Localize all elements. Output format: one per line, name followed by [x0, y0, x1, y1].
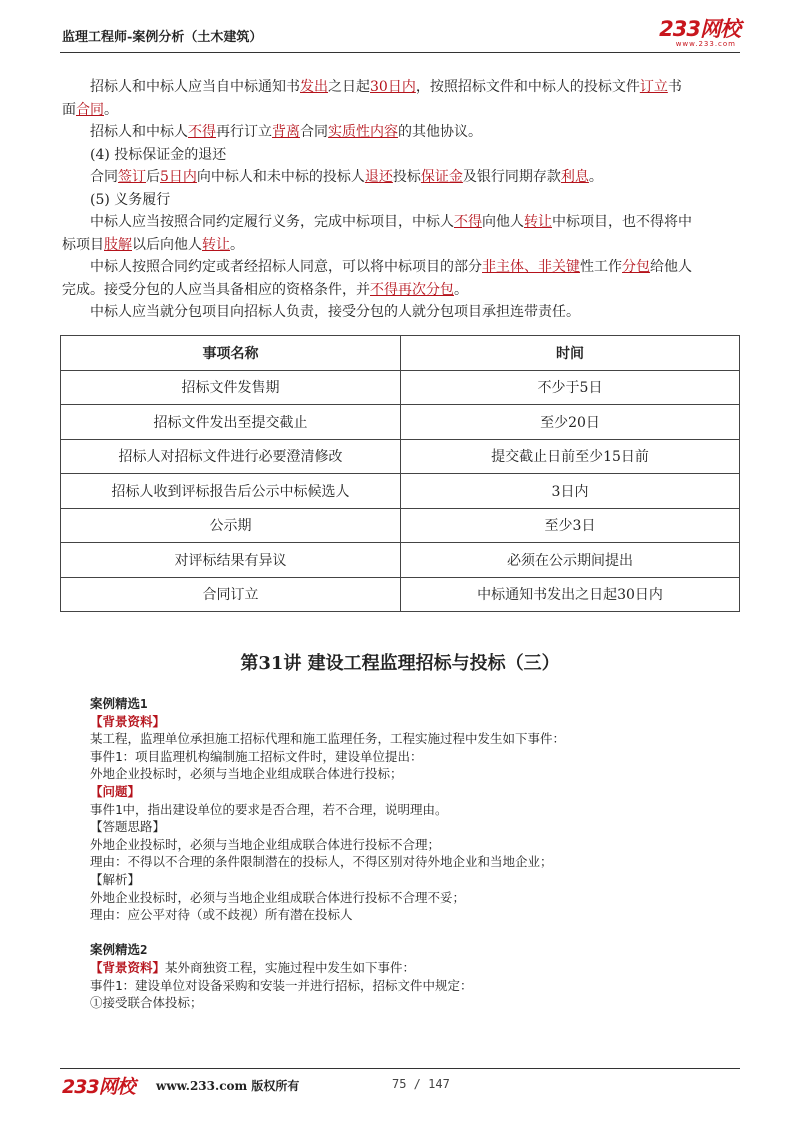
section-heading: (4) 投标保证金的退还: [90, 146, 227, 163]
case1-title: 案例精选1: [90, 696, 148, 711]
paragraph: 合同签订后5日内向中标人和未中标的投标人退还投标保证金及银行同期存款利息。: [90, 169, 603, 185]
case1-approach-tag: 【答题思路】: [90, 819, 166, 835]
table-row: [61, 577, 740, 612]
case1-line: 理由：应公平对待（或不歧视）所有潜在投标人: [90, 907, 353, 923]
case1-line: 事件1中，指出建设单位的要求是否合理，若不合理，说明理由。: [90, 801, 448, 817]
brand-logo-text: 233网校: [659, 17, 740, 41]
footer-divider: [60, 1068, 740, 1069]
time-cell: 至少3日: [401, 508, 740, 543]
time-cell: 3日内: [401, 474, 740, 509]
item-cell: 合同订立: [61, 577, 401, 612]
paragraph-continued: 标项目肢解以后向他人转让。: [62, 236, 244, 253]
paragraph: 中标人按照合同约定或者经招标人同意，可以将中标项目的部分非主体、非关键性工作分包给他人: [90, 259, 692, 275]
case1-background-tag: 【背景资料】: [90, 713, 166, 729]
time-cell: 中标通知书发出之日起30日内: [401, 577, 740, 612]
case1-analysis-tag: 【解析】: [90, 871, 141, 887]
case1-line: 外地企业投标时，必须与当地企业组成联合体进行投标；: [90, 766, 403, 782]
table-header-row: [61, 336, 740, 371]
case2-title: 案例精选2: [90, 942, 148, 958]
table-row: [61, 370, 740, 405]
table-row: [61, 508, 740, 543]
paragraph-continued: 完成。接受分包的人应当具备相应的资格条件，并不得再次分包。: [62, 281, 468, 298]
section-heading: (5) 义务履行: [90, 191, 171, 208]
paragraph-continued: 面合同。: [62, 101, 118, 118]
item-cell: 招标人收到评标报告后公示中标候选人: [61, 474, 401, 509]
item-cell: 对评标结果有异议: [61, 543, 401, 578]
case1-line: 外地企业投标时，必须与当地企业组成联合体进行投标不合理不妥；: [90, 889, 466, 905]
case2-line: 事件1：建设单位对设备采购和安装一并进行招标，招标文件中规定：: [90, 977, 473, 993]
paragraph: 中标人应当就分包项目向招标人负责，接受分包的人就分包项目承担连带责任。: [90, 304, 580, 320]
case2-background-tag: 【背景资料】: [90, 959, 166, 975]
header-divider: [60, 52, 740, 53]
case-studies: [90, 695, 750, 1012]
time-cell: 不少于5日: [401, 370, 740, 405]
item-cell: 公示期: [61, 508, 401, 543]
case1-line: 理由：不得以不合理的条件限制潜在的投标人，不得区别对待外地企业和当地企业；: [90, 854, 553, 870]
footer-logo[interactable]: 233网校: [62, 1076, 135, 1098]
item-cell: 招标文件发出至提交截止: [61, 405, 401, 440]
lecture-title: 第31讲 建设工程监理招标与投标（三）: [240, 653, 560, 674]
page-footer: [62, 1074, 738, 1096]
time-cell: 提交截止日前至少15日前: [401, 439, 740, 474]
paragraph: 招标人和中标人不得再行订立背离合同实质性内容的其他协议。: [90, 124, 482, 140]
table-row: [61, 405, 740, 440]
column-header-item: 事项名称: [61, 336, 401, 371]
brand-logo-url: www.233.com: [675, 40, 736, 48]
page-number: 75 / 147: [392, 1077, 450, 1091]
paragraph: 中标人应当按照合同约定履行义务，完成中标项目，中标人不得向他人转让中标项目，也不得将中: [90, 214, 692, 230]
column-header-time: 时间: [401, 336, 740, 371]
case1-line: 某工程，监理单位承担施工招标代理和施工监理任务，工程实施过程中发生如下事件：: [90, 731, 566, 747]
item-cell: 招标文件发售期: [61, 370, 401, 405]
deadline-table: [60, 335, 740, 612]
spacer: [90, 924, 750, 942]
body-text: [62, 76, 738, 324]
case1-line: 外地企业投标时，必须与当地企业组成联合体进行投标不合理；: [90, 836, 441, 852]
brand-logo[interactable]: [659, 18, 740, 48]
item-cell: 招标人对招标文件进行必要澄清修改: [61, 439, 401, 474]
table-row: [61, 543, 740, 578]
table-row: [61, 439, 740, 474]
paragraph: 招标人和中标人应当自中标通知书发出之日起30日内，按照招标文件和中标人的投标文件订立书: [90, 79, 682, 95]
case2-line: ①接受联合体投标；: [90, 995, 203, 1011]
footer-site[interactable]: www.233.com 版权所有: [156, 1079, 300, 1093]
time-cell: 至少20日: [401, 405, 740, 440]
time-cell: 必须在公示期间提出: [401, 543, 740, 578]
case1-line: 事件1：项目监理机构编制施工招标文件时，建设单位提出：: [90, 748, 423, 764]
table-row: [61, 474, 740, 509]
document-header-title: 监理工程师-案例分析（土木建筑）: [62, 30, 263, 45]
case2-background-line: 【背景资料】某外商独资工程，实施过程中发生如下事件：: [90, 959, 416, 975]
case1-question-tag: 【问题】: [90, 783, 141, 799]
